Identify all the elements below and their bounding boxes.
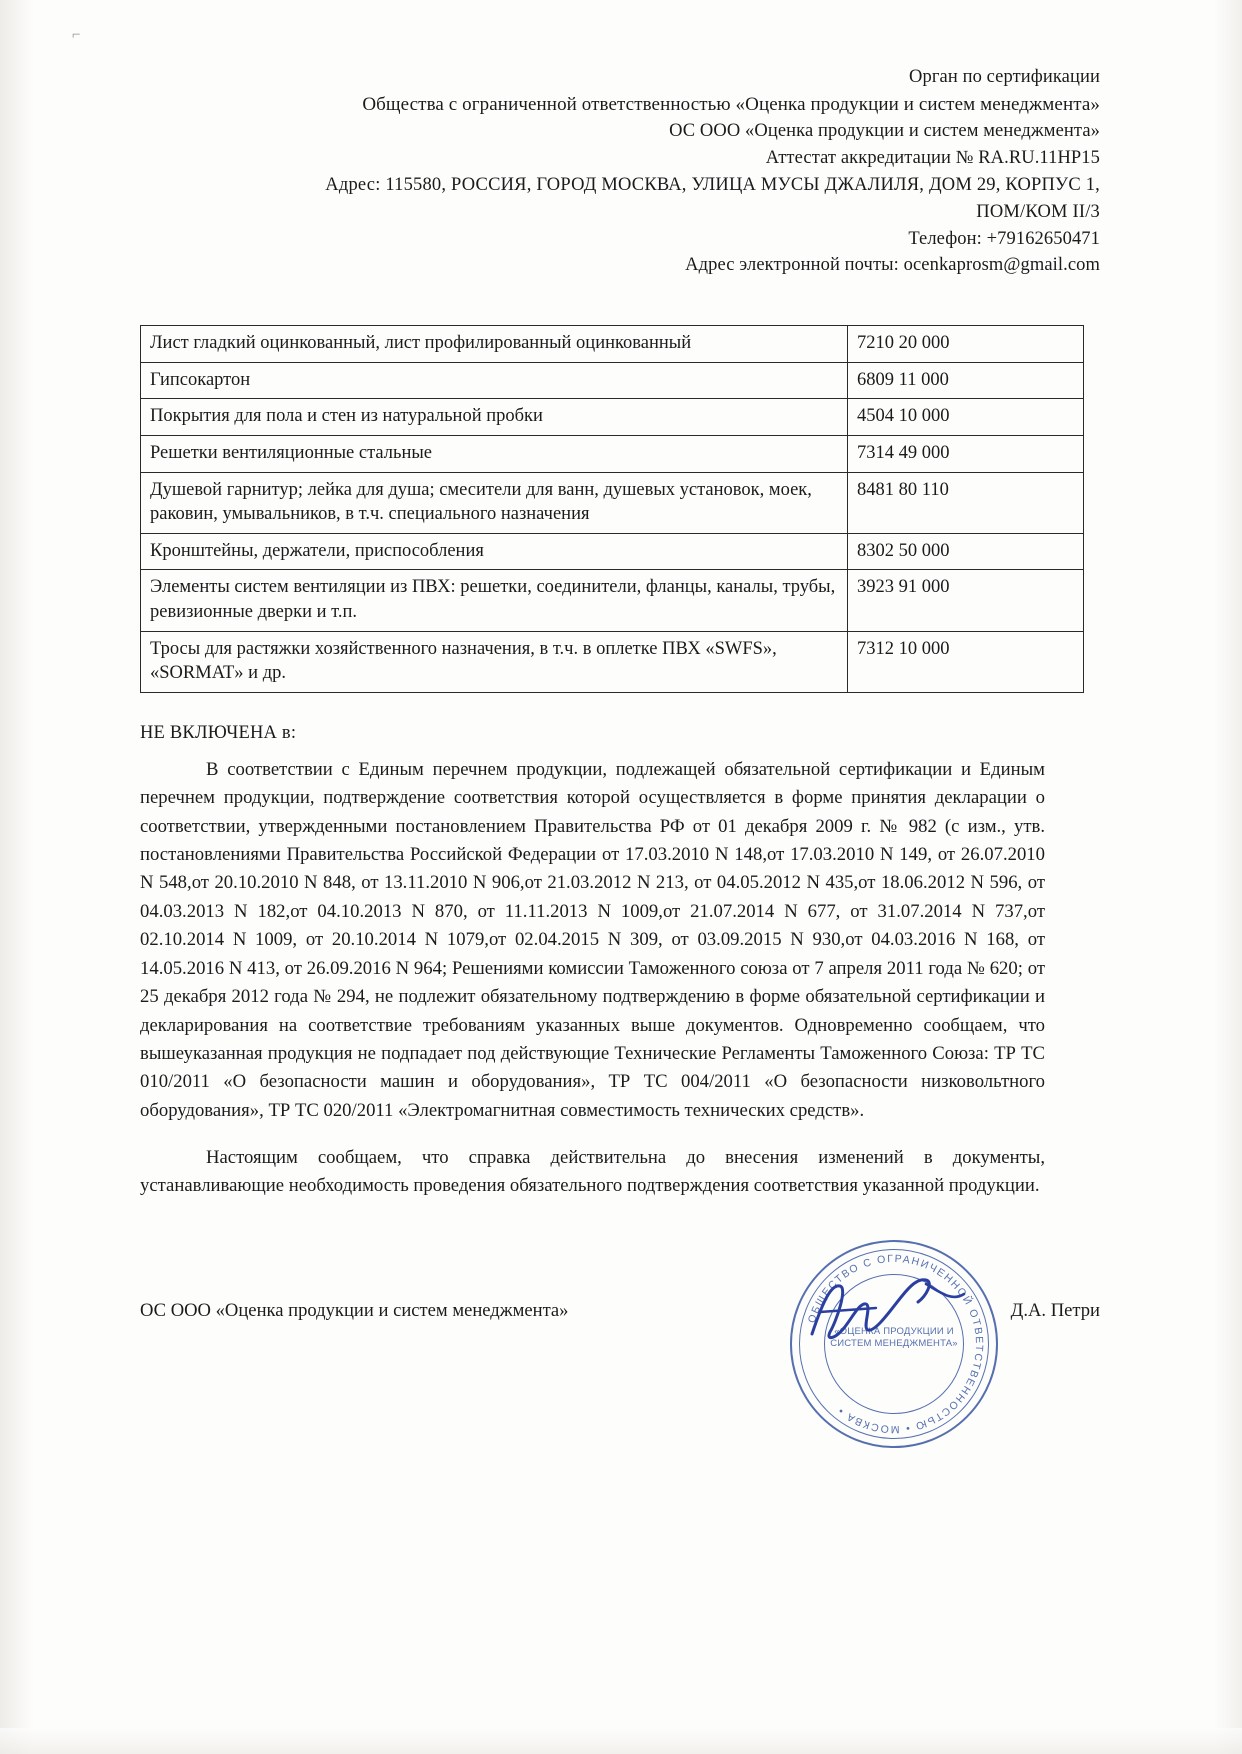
goods-name: Гипсокартон [141, 362, 848, 399]
goods-code: 8302 50 000 [848, 533, 1084, 570]
document-content [140, 64, 1100, 1219]
goods-name: Покрытия для пола и стен из натуральной пробки [141, 399, 848, 436]
goods-name: Кронштейны, держатели, приспособления [141, 533, 848, 570]
scan-corner-mark: ⌐ [72, 27, 81, 43]
letterhead-line-3: ОС ООО «Оценка продукции и систем менеджмента» [669, 121, 1100, 142]
goods-code: 7210 20 000 [848, 326, 1084, 363]
goods-name: Тросы для растяжки хозяйственного назначения, в т.ч. в оплетке ПВХ «SWFS», «SORMAT» и др. [141, 631, 848, 692]
letterhead-address: Адрес: 115580, РОССИЯ, ГОРОД МОСКВА, УЛИЦА МУСЫ ДЖАЛИЛЯ, ДОМ 29, КОРПУС 1, [325, 174, 1100, 195]
stamp-center-text: «ОЦЕНКА ПРОДУКЦИИ И СИСТЕМ МЕНЕДЖМЕНТА» [830, 1326, 958, 1349]
table-row [141, 533, 1084, 570]
goods-name: Элементы систем вентиляции из ПВХ: решетки, соединители, фланцы, каналы, трубы, ревизионные дверки и т.п. [141, 570, 848, 631]
goods-code: 3923 91 000 [848, 570, 1084, 631]
table-row [141, 326, 1084, 363]
table-row [141, 399, 1084, 436]
not-included-label: НЕ ВКЛЮЧЕНА в: [140, 722, 297, 743]
svg-text:ОБЩЕСТВО С ОГРАНИЧЕННОЙ ОТВЕТС: ОБЩЕСТВО С ОГРАНИЧЕННОЙ ОТВЕТСТВЕННОСТЬЮ • МОСКВА • [805, 1252, 986, 1436]
goods-code: 6809 11 000 [848, 362, 1084, 399]
goods-code: 7312 10 000 [848, 631, 1084, 692]
scan-edge-left [0, 0, 34, 1754]
table-row [141, 362, 1084, 399]
goods-name: Душевой гарнитур; лейка для душа; смесители для ванн, душевых установок, моек, раковин, умывальников, в т.ч. специального назначения [141, 472, 848, 533]
goods-table [140, 325, 1084, 693]
letterhead [140, 64, 1100, 279]
table-row [141, 436, 1084, 473]
letterhead-phone: Телефон: +79162650471 [908, 228, 1100, 249]
table-row [141, 472, 1084, 533]
paragraph-validity: Настоящим сообщаем, что справка действительна до внесения изменений в документы, устанавливающие необходимость проведения обязательного подтверждения соответствия указанной продукции. [140, 1146, 1045, 1197]
goods-code: 8481 80 110 [848, 472, 1084, 533]
goods-code: 4504 10 000 [848, 399, 1084, 436]
letterhead-line-1: Орган по сертификации [909, 67, 1100, 87]
signature-person: Д.А. Петри [1010, 1300, 1100, 1321]
goods-code: 7314 49 000 [848, 436, 1084, 473]
scan-edge-bottom [0, 1728, 1242, 1754]
letterhead-email: Адрес электронной почты: ocenkaprosm@gmail.com [685, 255, 1100, 276]
handwritten-signature [806, 1268, 986, 1358]
letterhead-accreditation: Аттестат аккредитации № RA.RU.11НР15 [765, 148, 1100, 169]
scan-edge-right [1214, 0, 1242, 1754]
letterhead-line-2: Общества с ограниченной ответственностью «Оценка продукции и систем менеджмента» [362, 93, 1100, 115]
goods-name: Решетки вентиляционные стальные [141, 436, 848, 473]
table-row [141, 631, 1084, 692]
table-row [141, 570, 1084, 631]
signature-organization: ОС ООО «Оценка продукции и систем менеджмента» [140, 1300, 569, 1321]
goods-name: Лист гладкий оцинкованный, лист профилированный оцинкованный [141, 326, 848, 363]
letterhead-address-2: ПОМ/КОМ II/3 [976, 201, 1100, 222]
paragraph-main: В соответствии с Единым перечнем продукции, подлежащей обязательной сертификации и Единым перечнем продукции, подтверждение соответствия которой осуществляется в форме принятия декларации о соответствии, утвержденными постановлением Правительства РФ от 01 декабря 2009 г. № 982 (с изм., утв. постановлениями Правительства Российской Федерации от 17.03.2010 N 148,от 17.03.2010 N 149, от 26.07.2010 N 548,от 20.10.2010 N 848, от 13.11.2010 N 906,от 21.03.2012 N 213, от 04.05.2012 N 435,от 18.06.2012 N 596, от 04.03.2013 N 182,от 04.10.2013 N 870, от 11.11.2013 N 1009,от 21.07.2014 N 677, от 31.07.2014 N 737,от 02.10.2014 N 1009, от 20.10.2014 N 1079,от 02.04.2015 N 309, от 03.09.2015 N 930,от 04.03.2016 N 168, от 14.05.2016 N 413, от 26.09.2016 N 964; Решениями комиссии Таможенного союза от 7 апреля 2011 года № 620; от 25 декабря 2012 года № 294, не подлежит обязательному подтверждению в форме обязательной сертификации и декларирования на соответствие требованиям указанных выше документов. Одновременно сообщаем, что вышеуказанная продукция не подпадает под действующие Технические Регламенты Таможенного Союза: ТР ТС 010/2011 «О безопасности машин и оборудования», ТР ТС 004/2011 «О безопасности низковольтного оборудования», ТР ТС 020/2011 «Электромагнитная совместимость технических средств». [140, 758, 1045, 1121]
